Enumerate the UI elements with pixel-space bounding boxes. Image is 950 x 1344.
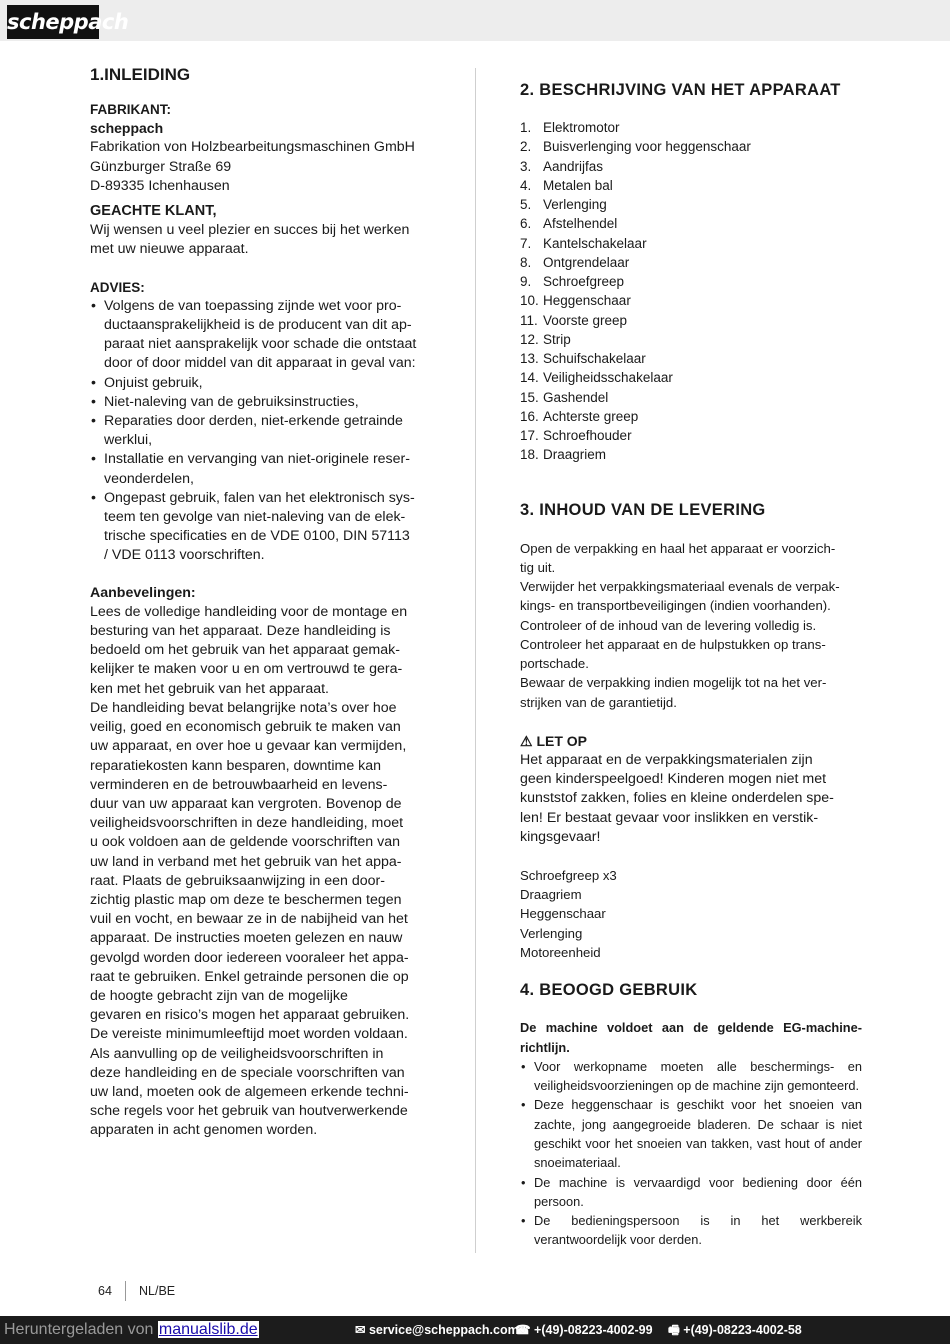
aanbevelingen-line: gevolgd worden door iedereen vooraleer het appa- xyxy=(90,949,409,966)
part-item xyxy=(520,176,862,195)
brand-name: scheppach xyxy=(90,120,164,137)
greeting-heading: GEACHTE KLANT, xyxy=(90,203,217,220)
levering-line: Verwijder het verpakkingsmateriaal evenals de verpak- xyxy=(520,579,840,594)
aanbevelingen-line: reparatiekosten kann besparen, downtime kan xyxy=(90,757,382,774)
part-number: 16. xyxy=(520,408,539,424)
levering-line: Bewaar de verpakking indien mogelijk tot na het ver- xyxy=(520,675,827,691)
contact-fax: 🖷 +(49)-08223-4002-58 xyxy=(668,1323,802,1337)
warning-line: Het apparaat en de verpakkingsmaterialen zijn xyxy=(520,751,813,768)
contents-item: Schroefgreep x3 xyxy=(520,867,617,883)
aanbevelingen-line: Lees de volledige handleiding voor de montage en xyxy=(90,603,408,620)
aanbevelingen-line: bedoeld om het gebruik van het apparaat gemak- xyxy=(90,642,400,659)
part-item xyxy=(520,311,862,330)
part-item xyxy=(520,291,862,310)
part-item xyxy=(520,445,862,464)
part-item xyxy=(520,407,862,426)
column-divider xyxy=(475,68,476,1253)
part-item xyxy=(520,214,862,233)
sec4-item: • De bedieningspersoon is in het werkbereik verantwoordelijk voor derden. xyxy=(520,1211,862,1250)
page-number: 64 xyxy=(98,1284,112,1298)
sec4-bold-statement: De machine voldoet aan de geldende EG-machine-richtlijn. xyxy=(520,1020,862,1055)
part-item xyxy=(520,118,862,137)
part-number: 10. xyxy=(520,293,539,309)
part-label: Schuifschakelaar xyxy=(543,351,646,366)
part-label: Gashendel xyxy=(543,389,609,405)
part-item xyxy=(520,349,862,368)
part-number: 4. xyxy=(520,177,532,193)
advies-item xyxy=(90,374,430,393)
aanbevelingen-line: Als aanvulling op de veiligheidsvoorschriften in xyxy=(90,1045,384,1062)
section-1-title: 1.INLEIDING xyxy=(90,65,191,84)
part-label: Strip xyxy=(543,331,571,347)
scheppach-logo: scheppach xyxy=(7,5,99,39)
footer-separator xyxy=(125,1281,126,1301)
advies-item-line: teem ten gevolge van niet-naleving van de elek- xyxy=(104,509,406,526)
aanbevelingen-line: uw apparaat, en over hoe u gevaar kan vermijden, xyxy=(90,738,407,755)
top-header-bar xyxy=(0,0,950,41)
levering-line: strijken van de garantietijd. xyxy=(520,694,677,710)
advies-item-line: paraat niet aansprakelijk voor schade die ontstaat xyxy=(104,336,417,353)
aanbevelingen-line: raat te gebruiken. Enkel getrainde personen die op xyxy=(90,968,409,985)
levering-line: kings- en transportbeveiligingen (indien voorhanden). xyxy=(520,598,831,614)
aanbevelingen-line: verminderen en de betrouwbaarheid en levens- xyxy=(90,776,388,793)
part-item xyxy=(520,195,862,214)
aanbevelingen-line: zichtig plastic map om deze te beschermen tegen xyxy=(90,891,402,908)
warning-text xyxy=(520,751,862,847)
warning-line: kingsgevaar! xyxy=(520,828,601,845)
aanbevelingen-line: apparaten in acht genomen worden. xyxy=(90,1122,318,1139)
advies-item xyxy=(90,450,430,488)
part-number: 13. xyxy=(520,351,539,366)
parts-list xyxy=(520,118,862,465)
part-label: Verlenging xyxy=(543,197,607,212)
fabrikant-label: FABRIKANT: xyxy=(90,102,171,117)
advies-item-line: trische specificaties en de VDE 0100, DIN 57113 xyxy=(104,528,410,545)
part-item xyxy=(520,388,862,407)
contents-item: Draagriem xyxy=(520,887,582,903)
part-number: 18. xyxy=(520,447,539,463)
address-line: Fabrikation von Holzbearbeitungsmaschinen GmbH xyxy=(90,139,415,156)
advies-item-line: door of door middel van dit apparaat in geval van: xyxy=(104,355,416,372)
aanbevelingen-line: vuil en vocht, en bewaar ze in de nabijheid van het xyxy=(90,911,408,928)
part-label: Achterste greep xyxy=(543,408,639,424)
part-item xyxy=(520,137,862,156)
aanbevelingen-line: ken met het gebruik van het apparaat. xyxy=(90,680,329,697)
aanbevelingen-line: apparaat. De instructies moeten gelezen en nauw xyxy=(90,930,403,947)
part-label: Ontgrendelaar xyxy=(543,254,630,270)
advies-item-line: ductaansprakelijkheid is de producent van dit ap- xyxy=(104,317,412,334)
levering-line: portschade. xyxy=(520,656,589,671)
part-label: Aandrijfas xyxy=(543,158,604,174)
levering-line: tig uit. xyxy=(520,559,556,575)
sec4-item: • Deze heggenschaar is geschikt voor het snoeien van zachte, jong aangegroeide bladeren. De schaar is niet geschikt voor het snoeien van takken, vast hout of ander snoeimateriaal. xyxy=(520,1095,862,1172)
contents-item: Heggenschaar xyxy=(520,906,606,922)
warning-line: kunststof zakken, folies en kleine onderdelen spe- xyxy=(520,790,834,807)
advies-list xyxy=(90,297,430,566)
levering-text xyxy=(520,539,862,712)
advies-item-line: • Volgens de van toepassing zijnde wet voor pro- xyxy=(104,297,402,314)
aanbevelingen-line: deze handleiding en de speciale voorschriften van xyxy=(90,1064,405,1081)
warning-line: geen kinderspeelgoed! Kinderen mogen niet met xyxy=(520,771,827,788)
section-3-title: 3. INHOUD VAN DE LEVERING xyxy=(520,500,766,519)
part-item xyxy=(520,157,862,176)
part-number: 17. xyxy=(520,428,539,443)
aanbevelingen-label: Aanbevelingen: xyxy=(90,584,196,601)
manufacturer-address xyxy=(90,138,430,196)
part-number: 15. xyxy=(520,389,539,405)
part-number: 7. xyxy=(520,235,532,251)
part-number: 2. xyxy=(520,139,532,155)
aanbevelingen-text xyxy=(90,603,430,1141)
aanbevelingen-line: raat. Plaats de gebruiksaanwijzing in een door- xyxy=(90,872,385,889)
part-item xyxy=(520,253,862,272)
aanbevelingen-line: gevaren en risico’s mogen het apparaat gebruiken. xyxy=(90,1007,410,1024)
part-item xyxy=(520,426,862,445)
part-label: Heggenschaar xyxy=(543,293,631,309)
aanbevelingen-line: u ook voldoen aan de geldende voorschriften van xyxy=(90,834,400,851)
download-bar xyxy=(0,1316,950,1344)
advies-label: ADVIES: xyxy=(90,279,145,295)
advies-item-line: veonderdelen, xyxy=(104,470,194,487)
part-number: 3. xyxy=(520,158,532,174)
aanbevelingen-line: De vereiste minimumleeftijd moet worden voldaan. xyxy=(90,1026,408,1043)
levering-line: Controleer het apparaat en de hulpstukken op trans- xyxy=(520,636,826,652)
aanbevelingen-line: veilig, goed en economisch gebruik te maken van xyxy=(90,719,401,736)
warning-line: len! Er bestaat gevaar voor inslikken en verstik- xyxy=(520,809,819,826)
aanbevelingen-line: uw land in verband met het gebruik van het appa- xyxy=(90,853,402,870)
sec4-list xyxy=(520,1057,862,1250)
part-number: 9. xyxy=(520,274,532,289)
levering-line: Open de verpakking en haal het apparaat er voorzich- xyxy=(520,540,836,556)
part-number: 6. xyxy=(520,216,532,232)
section-4-title: 4. BEOOGD GEBRUIK xyxy=(520,981,698,1000)
contents-item: Motoreenheid xyxy=(520,944,601,960)
advies-item xyxy=(90,412,430,450)
part-item xyxy=(520,234,862,253)
download-prefix-text: Heruntergeladen von xyxy=(4,1321,154,1338)
advies-item xyxy=(90,297,430,374)
section-2-title: 2. BESCHRIJVING VAN HET APPARAAT xyxy=(520,81,841,99)
part-label: Metalen bal xyxy=(543,177,613,193)
advies-item xyxy=(90,489,430,566)
part-label: Buisverlenging voor heggenschaar xyxy=(543,139,751,155)
language-code: NL/BE xyxy=(139,1284,176,1298)
download-prefix xyxy=(4,1316,259,1344)
part-item xyxy=(520,272,862,291)
aanbevelingen-line: duur van uw apparaat kan vergroten. Bovenop de xyxy=(90,795,402,812)
address-line: D-89335 Ichenhausen xyxy=(90,177,230,194)
contact-phone: ☎ +(49)-08223-4002-99 xyxy=(515,1323,653,1337)
advies-item-line: • Installatie en vervanging van niet-originele reser- xyxy=(104,451,410,468)
part-label: Afstelhendel xyxy=(543,216,618,232)
part-label: Schroefgreep xyxy=(543,274,625,289)
part-label: Elektromotor xyxy=(543,120,620,135)
part-number: 1. xyxy=(520,120,532,135)
part-number: 14. xyxy=(520,370,539,386)
advies-item-line: werklui, xyxy=(104,432,153,449)
delivery-contents-list xyxy=(520,866,862,962)
part-label: Draagriem xyxy=(543,447,607,463)
sec4-item: • Voor werkopname moeten alle beschermings- en veiligheidsvoorzieningen op de machine zijn gemonteerd. xyxy=(520,1057,862,1096)
manualslib-link[interactable]: manualslib.de xyxy=(158,1321,258,1338)
contents-item: Verlenging xyxy=(520,925,583,941)
left-column xyxy=(90,64,430,1141)
aanbevelingen-line: De handleiding bevat belangrijke nota’s over hoe xyxy=(90,699,397,716)
part-number: 8. xyxy=(520,254,532,270)
part-label: Kantelschakelaar xyxy=(543,235,647,251)
part-number: 11. xyxy=(520,312,538,328)
aanbevelingen-line: de hoogte gebracht zijn van de mogelijke xyxy=(90,987,348,1004)
part-label: Schroefhouder xyxy=(543,428,632,443)
address-line: Günzburger Straße 69 xyxy=(90,158,232,175)
part-number: 5. xyxy=(520,197,532,212)
advies-item xyxy=(90,393,430,412)
contact-email[interactable]: ✉ service@scheppach.com xyxy=(355,1323,519,1337)
warning-heading: ⚠ LET OP xyxy=(520,732,587,749)
right-column xyxy=(520,79,862,1250)
aanbevelingen-line: kelijker te maken voor u en om vertrouwd te gera- xyxy=(90,661,403,678)
advies-item-line: • Reparaties door derden, niet-erkende getrainde xyxy=(104,413,403,430)
welcome-text xyxy=(90,221,430,259)
aanbevelingen-line: besturing van het apparaat. Deze handleiding is xyxy=(90,623,391,640)
advies-item-line: • Ongepast gebruik, falen van het elektronisch sys- xyxy=(104,489,415,506)
welcome-line: Wij wensen u veel plezier en succes bij het werken xyxy=(90,222,410,239)
aanbevelingen-line: uw land, moeten ook de algemeen erkende techni- xyxy=(90,1083,409,1100)
welcome-line: met uw nieuwe apparaat. xyxy=(90,241,249,258)
aanbevelingen-line: veiligheidsvoorschriften in deze handleiding, moet xyxy=(90,815,404,832)
sec4-item: • De machine is vervaardigd voor bediening door één persoon. xyxy=(520,1173,862,1212)
part-number: 12. xyxy=(520,331,539,347)
levering-line: Controleer of de inhoud van de levering volledig is. xyxy=(520,617,817,633)
advies-item-line: • Niet-naleving van de gebruiksinstructies, xyxy=(104,393,359,410)
aanbevelingen-line: sche regels voor het gebruik van houtverwerkende xyxy=(90,1103,408,1120)
part-item xyxy=(520,368,862,387)
advies-item-line: / VDE 0113 voorschriften. xyxy=(104,547,265,564)
part-item xyxy=(520,330,862,349)
advies-item-line: • Onjuist gebruik, xyxy=(104,374,203,391)
part-label: Voorste greep xyxy=(543,312,628,328)
part-label: Veiligheidsschakelaar xyxy=(543,370,673,386)
